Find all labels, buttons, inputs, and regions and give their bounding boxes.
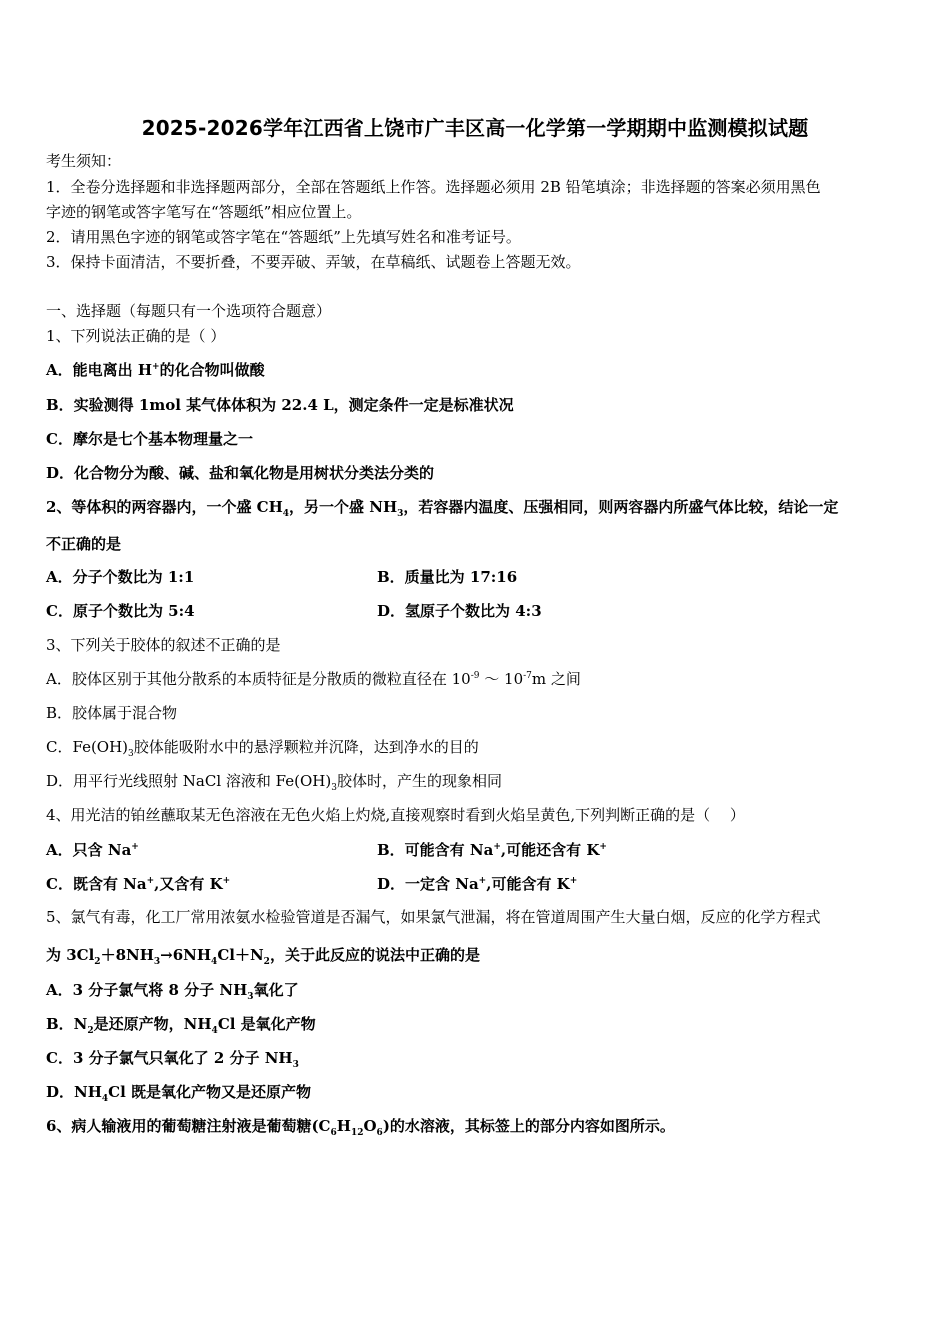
question-5-equation: 为 $3Cl_2+8NH_3\to 6NH_4Cl+N_2$，关于此反应的说法中正确的是	[46, 946, 480, 967]
question-4-option-d: D．一定含 Na+,可能含有 K+	[377, 875, 578, 893]
question-2-stem-line-1: 2、等体积的两容器内，一个盛 $CH_4$，另一个盛 $NH_3$，若容器内温度、压强相同，则两容器内所盛气体比较，结论一定	[46, 498, 839, 519]
question-3-option-a: A．胶体区别于其他分散系的本质特征是分散质的微粒直径在 $10^{-9}$ ～ $10^{-7}m$ 之间	[46, 670, 581, 688]
question-2-option-a: A．分子个数比为 1:1	[46, 568, 195, 586]
question-2-option-d: D．氢原子个数比为 4:3	[377, 602, 542, 620]
question-4-stem: 4、用光洁的铂丝蘸取某无色溶液在无色火焰上灼烧,直接观察时看到火焰呈黄色,下列判断正确的是（ ）	[46, 806, 745, 824]
notice-item-3: 3．保持卡面清洁，不要折叠，不要弄破、弄皱，在草稿纸、试题卷上答题无效。	[46, 253, 581, 271]
question-3-stem: 3、下列关于胶体的叙述不正确的是	[46, 636, 281, 654]
question-5-option-b: B．$N_2$是还原产物，$NH_4Cl$ 是氧化产物	[46, 1015, 316, 1036]
question-5-option-a: A．3 分子氯气将 8 分子 $NH_3$氧化了	[46, 981, 299, 1002]
question-2-stem-line-2: 不正确的是	[46, 535, 122, 553]
question-5-stem-line-1: 5、氯气有毒，化工厂常用浓氨水检验管道是否漏气，如果氯气泄漏，将在管道周围产生大量白烟，反应的化学方程式	[46, 908, 821, 926]
question-2-option-c: C．原子个数比为 5:4	[46, 602, 195, 620]
question-3-option-b: B．胶体属于混合物	[46, 704, 178, 722]
notice-heading: 考生须知：	[46, 152, 122, 170]
question-3-option-d: D．用平行光线照射 NaCl 溶液和 $Fe(OH)_3$胶体时，产生的现象相同	[46, 772, 502, 793]
question-1-option-a: A．能电离出 H+的化合物叫做酸	[46, 361, 265, 379]
notice-item-1-line-2: 字迹的钢笔或答字笔写在“答题纸”相应位置上。	[46, 203, 362, 221]
question-1-option-c: C．摩尔是七个基本物理量之一	[46, 430, 253, 448]
question-4-option-b: B．可能含有 Na+,可能还含有 K+	[377, 841, 607, 859]
page-title: 2025-2026学年江西省上饶市广丰区高一化学第一学期期中监测模拟试题	[141, 116, 809, 140]
question-1-option-d: D．化合物分为酸、碱、盐和氧化物是用树状分类法分类的	[46, 464, 435, 482]
question-5-option-c: C．3 分子氯气只氧化了 2 分子 $NH_3$	[46, 1049, 299, 1070]
section-heading: 一、选择题（每题只有一个选项符合题意）	[46, 302, 332, 320]
notice-item-1-line-1: 1．全卷分选择题和非选择题两部分，全部在答题纸上作答。选择题必须用 2B 铅笔填涂；非选择题的答案必须用黑色	[46, 178, 821, 196]
question-1-option-b: B．实验测得 1mol 某气体体积为 22.4 L，测定条件一定是标准状况	[46, 396, 514, 414]
question-4-option-c: C．既含有 Na+,又含有 K+	[46, 875, 231, 893]
question-3-option-c: C．$Fe(OH)_3$胶体能吸附水中的悬浮颗粒并沉降，达到净水的目的	[46, 738, 479, 759]
question-6-stem: 6、病人输液用的葡萄糖注射液是葡萄糖$(C_6H_{12}O_6)$的水溶液，其标签上的部分内容如图所示。	[46, 1117, 675, 1138]
question-4-option-a: A．只含 Na+	[46, 841, 139, 859]
question-2-option-b: B．质量比为 17:16	[377, 568, 518, 586]
question-1-stem: 1、下列说法正确的是（ ）	[46, 327, 226, 345]
question-5-option-d: D．$NH_4Cl$ 既是氧化产物又是还原产物	[46, 1083, 312, 1104]
notice-item-2: 2．请用黑色字迹的钢笔或答字笔在“答题纸”上先填写姓名和准考证号。	[46, 228, 521, 246]
